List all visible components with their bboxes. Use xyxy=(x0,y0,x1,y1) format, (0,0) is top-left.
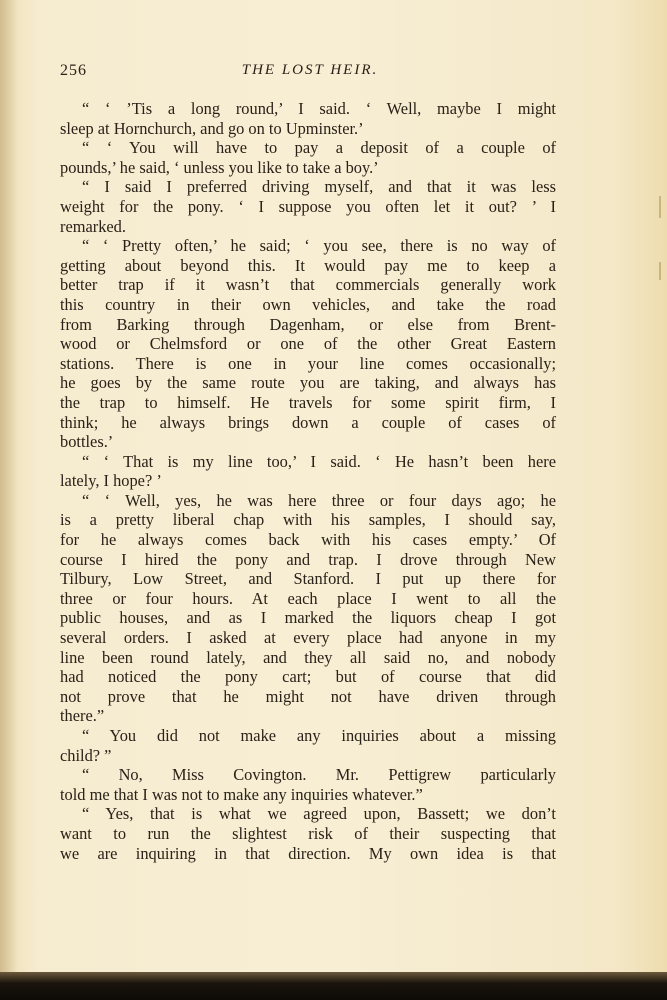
text-line: want to run the slightest risk of their suspecting that xyxy=(60,823,556,843)
text-line: he goes by the same route you are taking, and always has xyxy=(60,373,556,393)
text-line: Tilbury, Low Street, and Stanford. I put up there for xyxy=(60,569,556,589)
gutter-shadow xyxy=(0,0,18,1000)
text-line: the trap to himself. He travels for some spirit firm, I xyxy=(60,392,556,412)
text-line: “ ‘ That is my line too,’ I said. ‘ He hasn’t been here xyxy=(82,451,556,471)
page-header xyxy=(60,62,560,84)
page-number: 256 xyxy=(60,62,87,79)
running-title: THE LOST HEIR. xyxy=(241,62,379,78)
text-line: for he always comes back with his cases empty.’ Of xyxy=(60,530,556,550)
text-line: three or four hours. At each place I went to all the xyxy=(60,588,556,608)
text-line: pounds,’ he said, ‘ unless you like to take a boy.’ xyxy=(60,157,379,177)
text-line: is a pretty liberal chap with his samples, I should say, xyxy=(60,510,556,530)
text-line: bottles.’ xyxy=(60,432,114,452)
text-line: there.” xyxy=(60,706,105,726)
text-line: remarked. xyxy=(60,216,126,236)
text-line: “ ‘ You will have to pay a deposit of a couple of xyxy=(82,138,556,158)
text-line: “ ‘ ’Tis a long round,’ I said. ‘ Well, maybe I might xyxy=(82,99,556,118)
text-line: lately, I hope? ’ xyxy=(60,471,162,491)
text-line: “ Yes, that is what we agreed upon, Bassett; we don’t xyxy=(82,804,556,824)
text-line: this country in their own vehicles, and take the road xyxy=(60,294,556,314)
text-line: we are inquiring in that direction. My own idea is that xyxy=(60,843,556,863)
text-line: stations. There is one in your line comes occasionally; xyxy=(60,353,556,373)
text-line: getting about beyond this. It would pay me to keep a xyxy=(60,255,556,275)
page-bottom-edge xyxy=(0,972,667,1000)
text-line: think; he always brings down a couple of cases of xyxy=(60,412,556,432)
text-line: weight for the pony. ‘ I suppose you often let it out? ’ I xyxy=(60,196,556,216)
text-line: several orders. I asked at every place had anyone in my xyxy=(60,628,556,648)
text-line: course I hired the pony and trap. I drove through New xyxy=(60,549,556,569)
text-line: not prove that he might not have driven through xyxy=(60,686,556,706)
text-line: “ No, Miss Covington. Mr. Pettigrew particularly xyxy=(82,765,556,785)
text-line: “ You did not make any inquiries about a missing xyxy=(82,726,556,745)
margin-mark xyxy=(659,262,661,280)
text-line: wood or Chelmsford or one of the other Great Eastern xyxy=(60,334,556,354)
text-line: had noticed the pony cart; but of course that did xyxy=(60,667,556,687)
text-line: “ I said I preferred driving myself, and that it was less xyxy=(82,177,556,197)
text-line: child? ” xyxy=(60,745,112,765)
text-line: public houses, and as I marked the liquors cheap I got xyxy=(60,608,556,628)
text-line: “ ‘ Well, yes, he was here three or four days ago; he xyxy=(82,490,556,510)
text-line: “ ‘ Pretty often,’ he said; ‘ you see, there is no way of xyxy=(82,236,556,256)
body-text xyxy=(60,99,556,863)
margin-mark xyxy=(659,196,661,218)
text-line: line been round lately, and they all said no, and nobody xyxy=(60,647,556,667)
text-line: from Barking through Dagenham, or else from Brent- xyxy=(60,314,556,334)
text-line: sleep at Hornchurch, and go on to Upminster.’ xyxy=(60,118,364,138)
text-line: told me that I was not to make any inquiries whatever.” xyxy=(60,784,423,804)
text-line: better trap if it wasn’t that commercials generally work xyxy=(60,275,556,295)
